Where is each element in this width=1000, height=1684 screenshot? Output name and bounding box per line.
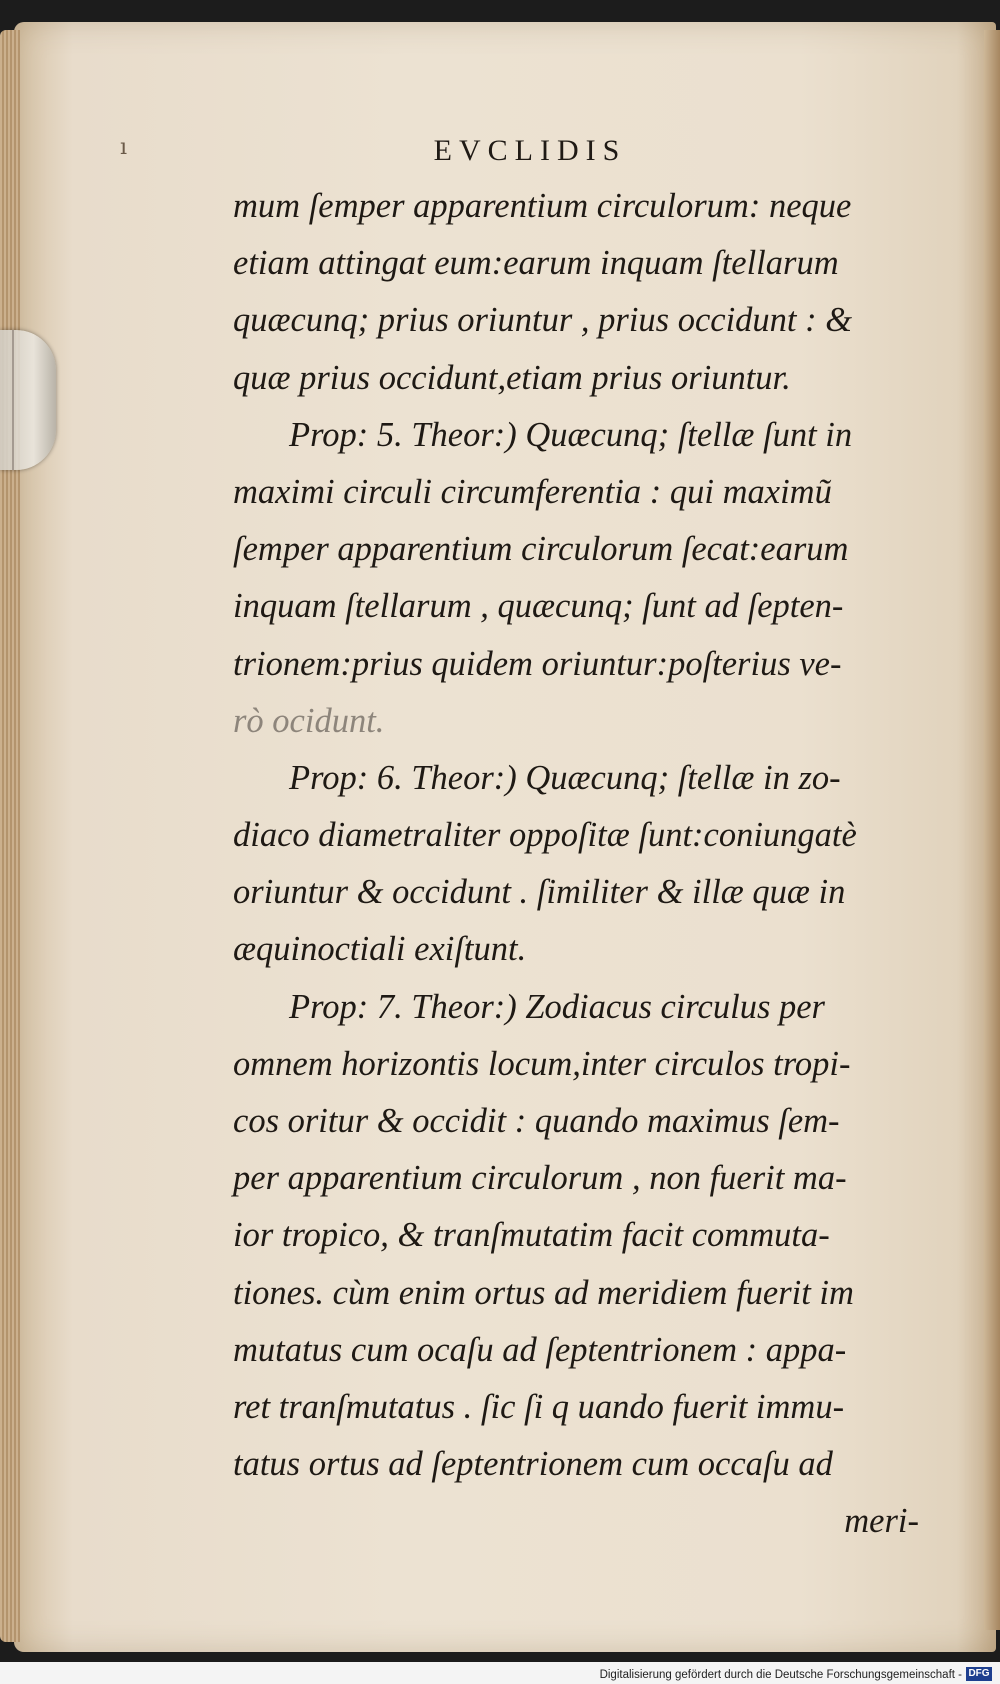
text-line: oriuntur & occidunt . ſimiliter & illæ quæ in: [233, 873, 846, 912]
text-line: mutatus cum ocaſu ad ſeptentrionem : appa-: [233, 1330, 847, 1369]
dfg-logo-icon: DFG: [966, 1667, 992, 1681]
text-line: Prop: 7. Theor:) Zodiacus circulus per: [289, 987, 825, 1026]
text-line: maximi circuli circumferentia : qui maximũ: [233, 472, 832, 511]
text-line: mum ſemper apparentium circulorum: neque: [233, 187, 852, 225]
text-line: ret tranſmutatus . ſic ſi q uando fuerit immu-: [233, 1387, 845, 1426]
text-line: tiones. cùm enim ortus ad meridiem fuerit im: [233, 1273, 854, 1312]
text-line: etiam attingat eum:earum inquam ſtellarum: [233, 244, 839, 283]
text-line: rò ocidunt.: [233, 701, 385, 740]
text-line: tatus ortus ad ſeptentrionem cum occaſu ad: [233, 1445, 833, 1484]
running-head: EVCLIDIS: [433, 134, 627, 167]
page-edges-right: [984, 30, 1000, 1630]
text-line: omnem horizontis locum,inter circulos tropi-: [233, 1044, 851, 1083]
text-line: inquam ſtellarum , quæcunq; ſunt ad ſepten-: [233, 587, 844, 626]
text-line: quæ prius occidunt,etiam prius oriuntur.: [233, 358, 791, 397]
text-line: diaco diametraliter oppoſitæ ſunt:coniungatè: [233, 816, 857, 855]
text-line: per apparentium circulorum , non fuerit ma-: [233, 1159, 847, 1198]
margin-mark: ı: [120, 135, 128, 160]
book-clip: [0, 330, 56, 470]
page-edges-left: [0, 30, 20, 1642]
text-line: Prop: 5. Theor:) Quæcunq; ſtellæ ſunt in: [289, 415, 853, 454]
text-line: æquinoctiali exiſtunt.: [233, 930, 527, 969]
text-line: cos oritur & occidit : quando maximus ſem-: [233, 1102, 840, 1140]
book-clip-edge: [12, 330, 14, 470]
footer-bar: [0, 1662, 1000, 1684]
text-line: ſemper apparentium circulorum ſecat:earum: [233, 530, 849, 569]
funding-notice: Digitalisierung gefördert durch die Deutsche Forschungsgemeinschaft -: [599, 1669, 962, 1681]
text-line: trionem:prius quidem oriuntur:poſterius ve-: [233, 644, 842, 683]
text-line: quæcunq; prius oriuntur , prius occidunt : &: [233, 301, 853, 340]
catchword: meri-: [844, 1502, 919, 1541]
text-line: Prop: 6. Theor:) Quæcunq; ſtellæ in zo-: [289, 758, 841, 797]
body-text: [233, 178, 933, 1551]
text-line: ior tropico, & tranſmutatim facit commuta-: [233, 1216, 830, 1255]
